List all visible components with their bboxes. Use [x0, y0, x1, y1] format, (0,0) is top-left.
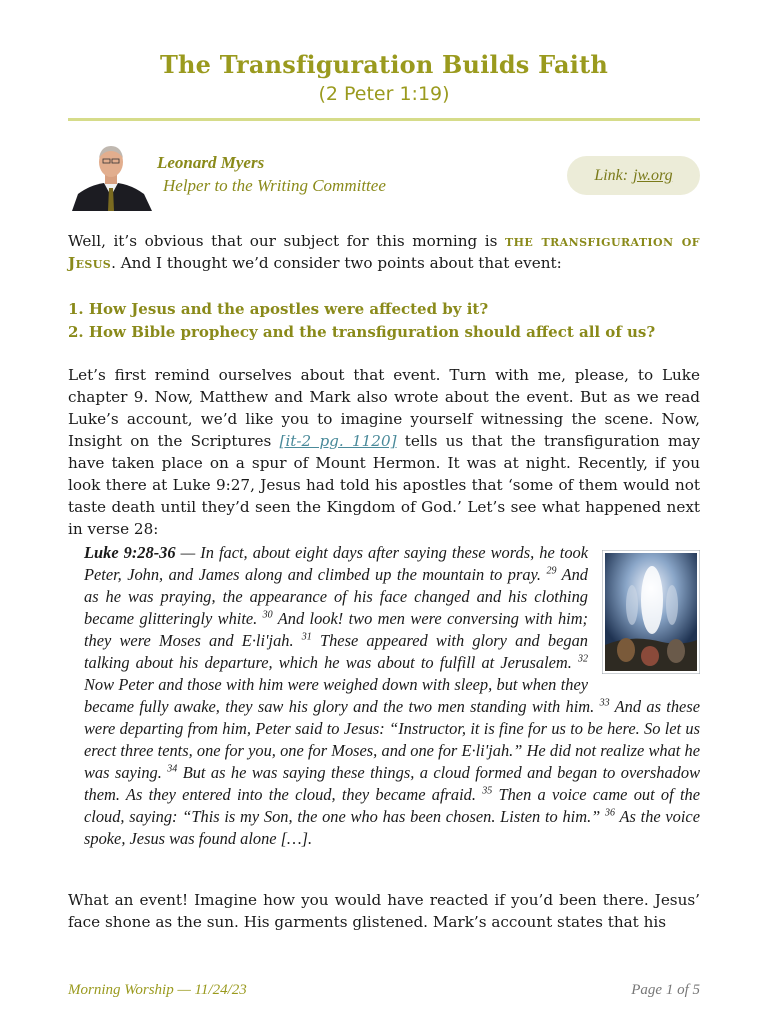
verse-35: Then a voice came out of the cloud, saying: “This is my Son, the one who has been chosen. Listen to him.” — [84, 785, 700, 826]
body-text-start: Let’s first remind ourselves about that event. Turn with me, please, to Luke chapter 9. Now, Matthew and Mark also wrote about the event. But as we read Luke’s account, we’d like you to imagine yourself witnessing the scene. Now, Insight on the Scriptures — [68, 366, 700, 450]
verse-33: And as these were departing from him, Peter said to Jesus: “Instructor, it is fine for us to be here. So let us erect three tents, one for you, one for Moses, and one for E·liʹjah.” He did not realize what he was saying. — [84, 697, 700, 782]
speaker-photo — [68, 138, 154, 211]
speaker-name: Leonard Myers — [157, 153, 265, 172]
scripture-reference: Luke 9:28-36 — [84, 543, 176, 562]
verse-number: 35 — [482, 785, 493, 797]
speaker-role: Helper to the Writing Committee — [163, 176, 386, 195]
link-label: Link: — [594, 166, 629, 184]
verse-34: But as he was saying these things, a cloud formed and began to overshadow them. As they entered into the cloud, they became afraid. — [84, 763, 700, 804]
jw-org-link[interactable]: jw.org — [633, 166, 673, 184]
intro-text-start: Well, it’s obvious that our subject for this morning is — [68, 232, 505, 250]
verse-31: These appeared with glory and began talking about his departure, which he was about to fulfill at Jerusalem. — [84, 631, 588, 672]
page-number: Page 1 of 5 — [631, 982, 700, 998]
verse-number: 36 — [605, 807, 616, 819]
verse-28: — In fact, about eight days after saying these words, he took Peter, John, and James along and climbed up the mountain to pray. — [84, 543, 589, 584]
page-subtitle: (2 Peter 1:19) — [318, 83, 450, 105]
page-title: The Transfiguration Builds Faith — [159, 50, 609, 79]
verse-29: And as he was praying, the appearance of his face changed and his clothing became glitteringly white. — [84, 565, 588, 628]
insight-reference-link[interactable]: [it-2 pg. 1120] — [279, 432, 397, 450]
footer-date: Morning Worship — 11/24/23 — [68, 982, 247, 998]
verse-36: As the voice spoke, Jesus was found alone […]. — [84, 807, 700, 848]
verse-number: 29 — [546, 565, 557, 577]
verse-32: Now Peter and those with him were weighed down with sleep, but when they became fully awake, they saw his glory and the two men standing with him. — [84, 675, 600, 716]
verse-number: 31 — [301, 631, 312, 643]
verse-number: 34 — [167, 763, 178, 775]
verse-number: 32 — [578, 653, 588, 665]
body-paragraph-2: What an event! Imagine how you would have reacted if you’d been there. Jesus’ face shone as the sun. His garments glistened. Mark’s account states that his — [68, 891, 700, 931]
intro-text-end: . And I thought we’d consider two points about that event: — [111, 254, 562, 272]
verse-30: And look! two men were conversing with him; they were Moses and E·liʹjah. — [84, 609, 588, 650]
body-text-end: tells us that the transfiguration may have taken place on a spur of Mount Hermon. It was at night. Recently, if you look there at Luke 9:27, Jesus had told his apostles that ‘some of them would not taste death until they’d seen the Kingdom of God.’ Let’s see what happened next in verse 28: — [68, 432, 700, 538]
verse-number: 30 — [262, 609, 273, 621]
link-badge — [567, 156, 700, 195]
subject-highlight: the transfiguration of Jesus — [68, 232, 700, 272]
scripture-block — [84, 542, 700, 850]
verse-number: 33 — [599, 697, 610, 709]
transfiguration-illustration — [602, 550, 700, 674]
points-list — [68, 298, 708, 344]
list-item: 2. How Bible prophecy and the transfiguration should affect all of us? — [68, 323, 656, 341]
header-divider — [68, 118, 700, 121]
list-item: 1. How Jesus and the apostles were affected by it? — [68, 300, 489, 318]
intro-paragraph — [68, 230, 700, 274]
body-paragraph — [68, 364, 700, 540]
